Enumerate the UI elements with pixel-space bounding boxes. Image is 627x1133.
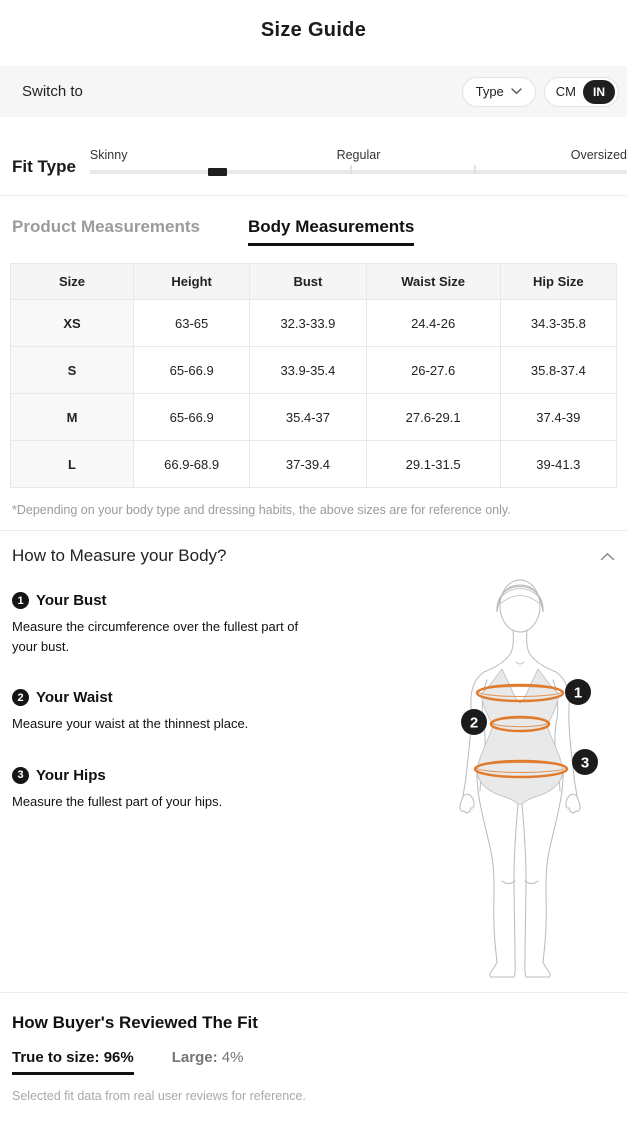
measure-item-description: Measure your waist at the thinnest place. bbox=[12, 716, 249, 731]
table-row bbox=[11, 347, 617, 394]
measure-item-waist bbox=[12, 689, 420, 734]
table-cell: 34.3-35.8 bbox=[500, 300, 616, 347]
unit-option-cm[interactable]: CM bbox=[555, 84, 576, 99]
size-cell: S bbox=[11, 347, 134, 394]
page-title: Size Guide bbox=[260, 19, 367, 41]
switch-to-label: Switch to bbox=[22, 83, 83, 100]
size-reference-footnote: *Depending on your body type and dressing habits, the above sizes are for reference only. bbox=[12, 503, 511, 517]
fit-type-scale bbox=[90, 148, 627, 174]
table-cell: 35.8-37.4 bbox=[500, 347, 616, 394]
chevron-up-icon bbox=[600, 552, 615, 561]
table-cell: 37.4-39 bbox=[500, 394, 616, 441]
column-header-waist: Waist Size bbox=[366, 264, 500, 300]
body-measurement-diagram bbox=[430, 572, 627, 987]
fit-type-section bbox=[0, 148, 627, 196]
table-cell: 35.4-37 bbox=[250, 394, 366, 441]
unit-toggle[interactable] bbox=[544, 77, 619, 107]
size-cell: XS bbox=[11, 300, 134, 347]
size-cell: M bbox=[11, 394, 134, 441]
fit-scale-regular: Regular bbox=[336, 148, 381, 162]
measure-section-toggle[interactable] bbox=[0, 531, 627, 572]
table-cell: 37-39.4 bbox=[250, 441, 366, 488]
table-row bbox=[11, 394, 617, 441]
fit-stat-true-to-size[interactable]: True to size: 96% bbox=[12, 1049, 134, 1075]
measure-item-title: Your Waist bbox=[36, 689, 113, 706]
unit-switch-bar bbox=[0, 66, 627, 117]
fit-stat-large[interactable]: Large: 4% bbox=[171, 1049, 244, 1066]
table-header-row bbox=[11, 264, 617, 300]
fit-scale-oversized: Oversized bbox=[570, 148, 627, 162]
fit-review-section bbox=[0, 992, 627, 1103]
step-3-badge: 3 bbox=[12, 767, 29, 784]
table-cell: 66.9-68.9 bbox=[134, 441, 250, 488]
svg-text:1: 1 bbox=[573, 684, 583, 702]
measure-item-hips bbox=[12, 767, 420, 812]
table-cell: 27.6-29.1 bbox=[366, 394, 500, 441]
measure-instructions bbox=[12, 572, 430, 987]
table-cell: 33.9-35.4 bbox=[250, 347, 366, 394]
unit-option-in-selected[interactable]: IN bbox=[583, 80, 615, 104]
body-measurements-table bbox=[10, 263, 617, 488]
chevron-down-icon bbox=[511, 88, 522, 95]
measurement-tabs bbox=[0, 196, 627, 246]
body-figure-illustration bbox=[430, 572, 627, 982]
table-cell: 65-66.9 bbox=[134, 347, 250, 394]
table-cell: 26-27.6 bbox=[366, 347, 500, 394]
table-cell: 39-41.3 bbox=[500, 441, 616, 488]
fit-track-tick bbox=[474, 165, 476, 174]
step-2-badge: 2 bbox=[12, 689, 29, 706]
column-header-height: Height bbox=[134, 264, 250, 300]
table-cell: 63-65 bbox=[134, 300, 250, 347]
table-cell: 32.3-33.9 bbox=[250, 300, 366, 347]
size-cell: L bbox=[11, 441, 134, 488]
fit-type-label: Fit Type bbox=[12, 157, 76, 176]
measure-item-bust bbox=[12, 592, 420, 656]
svg-text:3: 3 bbox=[580, 754, 590, 772]
table-row bbox=[11, 441, 617, 488]
fit-scale-skinny: Skinny bbox=[89, 148, 128, 162]
type-selector-label: Type bbox=[475, 84, 504, 99]
step-1-badge: 1 bbox=[12, 592, 29, 609]
tab-product-measurements[interactable]: Product Measurements bbox=[12, 217, 200, 236]
column-header-hip: Hip Size bbox=[500, 264, 616, 300]
measure-item-description: Measure the circumference over the fullest part of your bust. bbox=[12, 619, 299, 654]
column-header-size: Size bbox=[11, 264, 134, 300]
fit-review-disclaimer: Selected fit data from real user reviews for reference. bbox=[12, 1089, 306, 1103]
table-cell: 24.4-26 bbox=[366, 300, 500, 347]
fit-type-track bbox=[90, 170, 627, 174]
measure-item-description: Measure the fullest part of your hips. bbox=[12, 793, 223, 809]
table-row bbox=[11, 300, 617, 347]
table-cell: 65-66.9 bbox=[134, 394, 250, 441]
tab-body-measurements[interactable]: Body Measurements bbox=[248, 217, 414, 246]
fit-review-title: How Buyer's Reviewed The Fit bbox=[12, 1013, 258, 1032]
svg-text:2: 2 bbox=[469, 714, 479, 732]
measure-section-title: How to Measure your Body? bbox=[12, 546, 227, 565]
measure-item-title: Your Hips bbox=[36, 766, 106, 784]
fit-track-tick bbox=[350, 165, 352, 174]
table-cell: 29.1-31.5 bbox=[366, 441, 500, 488]
measure-item-title: Your Bust bbox=[36, 592, 107, 609]
measure-section-content bbox=[0, 572, 627, 987]
type-selector-button[interactable] bbox=[462, 77, 536, 107]
column-header-bust: Bust bbox=[250, 264, 366, 300]
fit-type-marker bbox=[208, 168, 227, 176]
